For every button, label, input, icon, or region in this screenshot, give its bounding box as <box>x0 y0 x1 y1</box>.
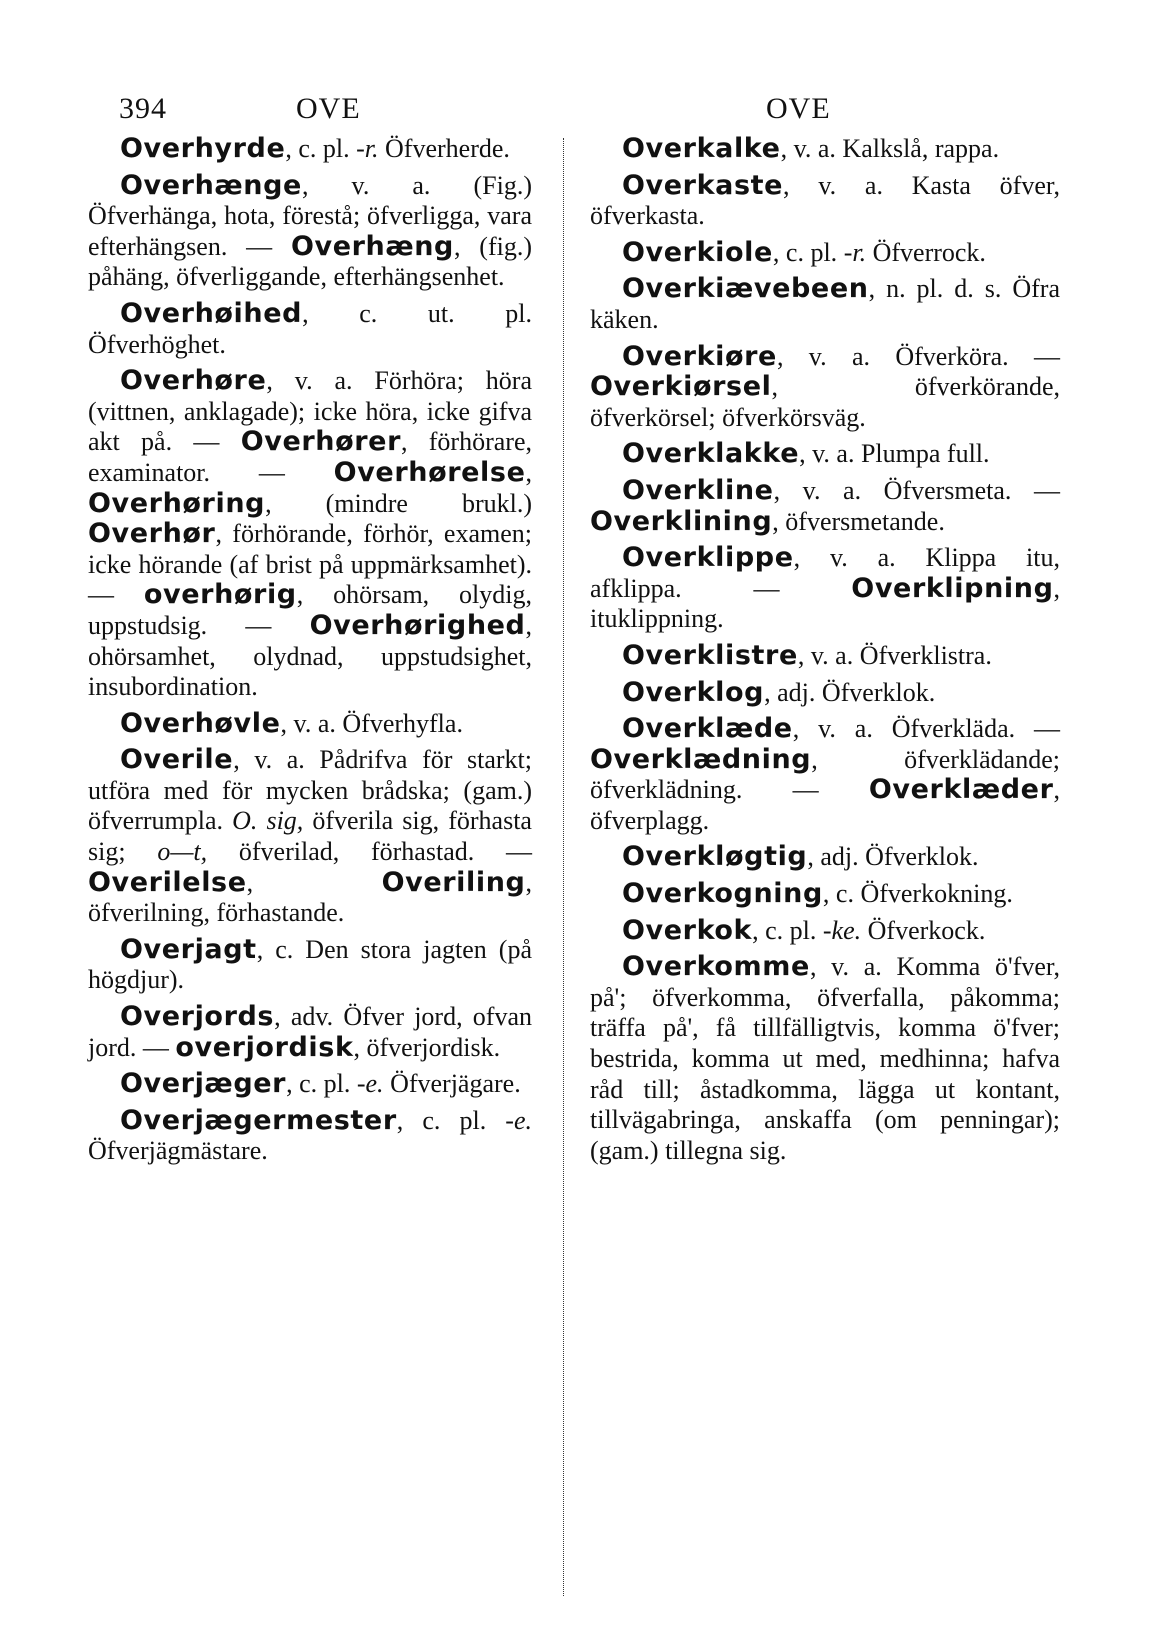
headword: Overkiørsel <box>590 371 772 403</box>
entry-overkogning <box>590 879 1060 910</box>
entry-overklistre <box>590 641 1060 672</box>
entry-text: -e. <box>505 1105 532 1135</box>
entry-overhaenge <box>88 171 532 293</box>
entry-text: O. sig, <box>232 806 304 836</box>
entry-overkalke <box>590 134 1060 165</box>
headword: Overkok <box>622 914 753 946</box>
headword: Overhør <box>88 518 216 550</box>
headword: Overjæger <box>120 1068 287 1100</box>
headword: Overhørighed <box>309 609 526 641</box>
headword: overjordisk <box>175 1031 354 1063</box>
headword: Overiling <box>381 866 526 898</box>
entry-overkiore <box>590 342 1060 434</box>
entry-overhovle <box>88 709 532 740</box>
headword: Overklæder <box>868 774 1054 806</box>
entry-text: , adj. Öfverklok. <box>764 677 936 707</box>
headword: Overilelse <box>88 866 247 898</box>
entry-text: , c. Öfverkokning. <box>822 879 1013 909</box>
entry-text: , (mindre brukl.) <box>265 488 532 518</box>
entry-overkline <box>590 476 1060 537</box>
entry-overkok <box>590 916 1060 947</box>
entry-text: , ohörsam, olydig, uppstudsig. — <box>88 580 532 640</box>
headword: Overhøring <box>88 487 266 519</box>
headword: Overhører <box>240 426 401 458</box>
headword: Overklistre <box>622 639 798 671</box>
headword: Overhøvle <box>120 707 281 739</box>
entry-overhore <box>88 366 532 703</box>
entry-text: -e. <box>356 1069 384 1099</box>
entry-overklippe <box>590 543 1060 635</box>
entry-text: , c. pl. <box>772 237 844 267</box>
entry-text: -r. <box>356 134 379 163</box>
entry-overhyrde <box>88 134 532 165</box>
entry-text: , v. a. Kalkslå, rappa. <box>780 134 1000 163</box>
entry-text: , c. Den stora jagten (på högdjur). <box>88 934 532 995</box>
entry-overhoihed <box>88 299 532 360</box>
entry-text: , v. a. Öfverklistra. <box>797 640 992 670</box>
entry-text: , v. a. (Fig.) Öfverhänga, hota, förestå; öfverligga, vara efterhängsen. — <box>88 170 532 261</box>
left-guide-word: OVE <box>296 92 361 125</box>
headword: Overkløgtig <box>622 841 808 873</box>
headword: Overklakke <box>622 438 800 470</box>
headword: Overkiævebeen <box>622 273 869 305</box>
headword: Overklining <box>590 505 773 537</box>
entry-text: , adj. Öfverklok. <box>807 842 979 872</box>
headword: overhørig <box>143 579 297 611</box>
column-divider <box>563 138 564 1596</box>
headword: Overhøre <box>120 365 267 397</box>
entry-text: , adv. Öfver jord, ofvan jord. — <box>88 1002 532 1062</box>
entry-text: Öfverjägare. <box>383 1069 521 1099</box>
headword: Overklæde <box>622 713 793 745</box>
entry-text: , v. a. Öfversmeta. — <box>773 475 1060 505</box>
entry-text: , c. ut. pl. Öfverhöghet. <box>88 298 532 359</box>
entry-text: , förhörande, förhör, examen; icke hörande (af brist på uppmärksamhet). — <box>88 519 532 610</box>
entry-text: Öfverjägmästare. <box>88 1136 268 1166</box>
entry-text: , v. a. Plumpa full. <box>799 439 990 469</box>
headword: Overklædning <box>590 743 812 775</box>
entry-text: , öfverkörande, öfverkörsel; öfverkörsväg. <box>590 372 1060 432</box>
entry-text: , ituklippning. <box>590 573 1060 634</box>
headword: Overkiøre <box>622 340 777 372</box>
headword: Overjægermester <box>120 1104 397 1136</box>
entry-text: o—t, <box>157 837 208 867</box>
entry-text: , <box>246 867 382 897</box>
entry-text: Öfverkock. <box>861 915 986 945</box>
entry-overkiaevebeen <box>590 274 1060 335</box>
entry-text: , <box>525 457 532 487</box>
left-column <box>88 134 532 1173</box>
headword: Overhøihed <box>120 297 303 329</box>
headword: Overkline <box>622 474 774 506</box>
entry-overkomme <box>590 952 1060 1166</box>
entry-text: , v. a. Klippa itu, afklippa. — <box>590 543 1060 603</box>
headword: Overkomme <box>622 951 810 983</box>
headword: Overjords <box>120 1001 275 1033</box>
headword: Overhæng <box>290 230 454 262</box>
entry-text: , (fig.) påhäng, öfverliggande, efterhängsenhet. <box>88 231 532 292</box>
headword: Overkaste <box>622 169 784 201</box>
entry-text: , v. a. Öfverkläda. — <box>792 714 1060 744</box>
right-guide-word: OVE <box>766 92 831 125</box>
headword: Overklog <box>622 676 765 708</box>
entry-overkaste <box>590 171 1060 232</box>
entry-text: , öfverplagg. <box>590 775 1060 835</box>
entry-text: , c. pl. <box>752 915 823 945</box>
entry-overjaeger <box>88 1069 532 1100</box>
headword: Overhyrde <box>120 133 286 164</box>
entry-text: öfverilad, förhastad. — <box>207 837 532 867</box>
headword: Overhænge <box>120 169 302 201</box>
entry-overklogtig <box>590 842 1060 873</box>
entry-text: , c. pl. <box>286 1069 357 1099</box>
entry-text: , v. a. Öfverhyfla. <box>280 708 463 738</box>
headword: Overkalke <box>622 133 781 164</box>
entry-text: , n. pl. d. s. Öfra käken. <box>590 274 1060 334</box>
entry-text: , öfverklädande; öfverklädning. — <box>590 744 1060 805</box>
headword: Overjagt <box>120 933 257 965</box>
entry-text: -r. <box>843 237 867 267</box>
page-number: 394 <box>119 92 167 125</box>
headword: Overklippe <box>622 542 794 574</box>
headword: Overkiole <box>622 236 773 268</box>
entry-overkiole <box>590 238 1060 269</box>
entry-text: , ohörsamhet, olydnad, uppstudsighet, insubordination. <box>88 610 532 702</box>
entry-text: , c. pl. <box>396 1105 506 1135</box>
right-column <box>590 134 1060 1172</box>
entry-text: , v. a. Komma ö'fver, på'; öfverkomma, öfverfalla, påkomma; träffa på', få tillfälligtvis, komma ö'fver; bestrida, komma ut med, medhinna; hafva råd till; åstadkomma, lägga ut kontant, tillvägabringa, anskaffa (om penningar); (gam.) tillegna sig. <box>590 952 1060 1165</box>
headword: Overklipning <box>851 572 1054 604</box>
entry-text: öfverila sig, förhasta sig; <box>88 806 532 867</box>
entry-text: , öfversmetande. <box>772 506 945 536</box>
headword: Overile <box>120 744 234 776</box>
entry-text: Öfverherde. <box>378 134 510 163</box>
entry-text: , öfverilning, förhastande. <box>88 867 532 928</box>
entry-text: , v. a. Förhöra; höra (vittnen, anklagade); icke höra, icke gifva akt på. — <box>88 366 532 457</box>
entry-text: , c. pl. <box>285 134 357 163</box>
entry-text: , förhörare, examinator. — <box>88 427 532 487</box>
entry-overjagt <box>88 935 532 996</box>
entry-text: , v. a. Kasta öfver, öfverkasta. <box>590 170 1060 231</box>
entry-overklog <box>590 678 1060 709</box>
entry-overklakke <box>590 439 1060 470</box>
entry-text: , öfverjordisk. <box>353 1032 501 1062</box>
entry-text: , v. a. Öfverköra. — <box>776 341 1060 371</box>
entry-overklaede <box>590 714 1060 836</box>
entry-text: -ke. <box>822 915 862 945</box>
entry-overjaegermester <box>88 1106 532 1167</box>
headword: Overhørelse <box>333 456 526 488</box>
headword: Overkogning <box>622 878 823 910</box>
entry-overile <box>88 745 532 929</box>
entry-overjords <box>88 1002 532 1063</box>
entry-text: , v. a. Pådrifva för starkt; utföra med för mycken brådska; (gam.) öfverrumpla. <box>88 745 532 836</box>
entry-text: Öfverrock. <box>866 237 986 267</box>
